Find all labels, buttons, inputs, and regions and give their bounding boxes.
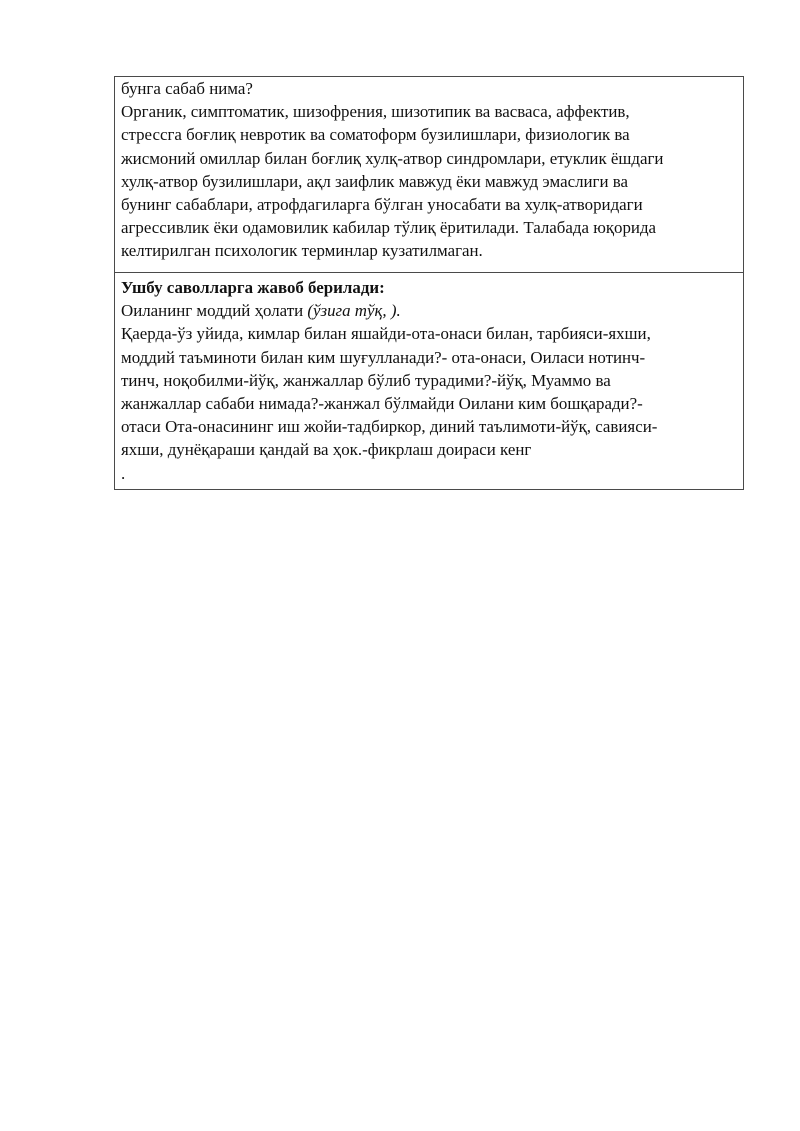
- text-line: яхши, дунёқараши қандай ва ҳок.-фикрлаш доираси кенг: [121, 440, 532, 460]
- family-status-line: [121, 299, 737, 322]
- table-cell-findings: [115, 77, 743, 272]
- text-line: жисмоний омиллар билан боғлиқ хулқ-атвор синдромлари, етуклик ёшдаги: [121, 148, 664, 168]
- text-line: жанжаллар сабаби нимада?-жанжал бўлмайди Оилани ким бошқаради?-: [121, 394, 643, 414]
- table-cell-questions: [115, 272, 743, 489]
- text-line: Органик, симптоматик, шизофрения, шизотипик ва васваса, аффектив,: [121, 102, 630, 122]
- text-line: келтирилган психологик терминлар кузатилмаган.: [121, 241, 483, 261]
- section-heading: Ушбу саволларга жавоб берилади:: [121, 278, 385, 297]
- family-status-label: Оиланинг моддий ҳолати: [121, 301, 308, 321]
- text-line: .: [121, 463, 126, 483]
- content-table: [114, 76, 744, 490]
- text-line: отаси Ота-онасининг иш жойи-тадбиркор, диний таълимоти-йўқ, савияси-: [121, 417, 658, 437]
- text-line: хулқ-атвор бузилишлари, ақл заифлик мавжуд ёки мавжуд эмаслиги ва: [121, 171, 628, 191]
- family-status-note: (ўзига тўқ, ).: [307, 301, 401, 321]
- text-line: стрессга боғлиқ невротик ва соматоформ бузилишлари, физиологик ва: [121, 125, 630, 145]
- text-line: тинч, ноқобилми-йўқ, жанжаллар бўлиб турадими?-йўқ, Муаммо ва: [121, 370, 611, 390]
- text-line: бунга сабаб нима?: [121, 79, 253, 98]
- text-line: бунинг сабаблари, атрофдагиларга бўлган уносабати ва хулқ-атворидаги: [121, 195, 643, 215]
- text-line: агрессивлик ёки одамовилик кабилар тўлиқ ёритилади. Талабада юқорида: [121, 218, 657, 238]
- text-line: моддий таъминоти билан ким шуғулланади?- ота-онаси, Оиласи нотинч-: [121, 347, 646, 367]
- text-line: Қаерда-ўз уйида, кимлар билан яшайди-ота-онаси билан, тарбияси-яхши,: [121, 324, 651, 344]
